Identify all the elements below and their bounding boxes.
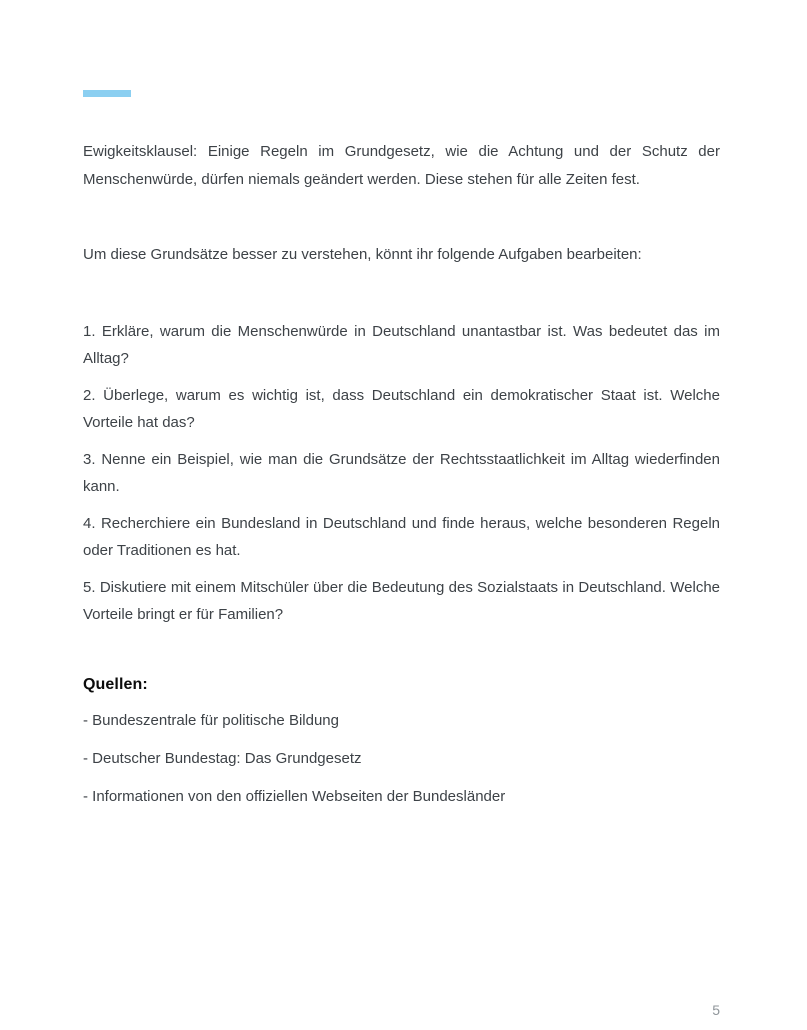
paragraph-ewigkeitsklausel: Ewigkeitsklausel: Einige Regeln im Grundgesetz, wie die Achtung und der Schutz der Menschenwürde, dürfen niemals geändert werden. Diese stehen für alle Zeiten fest.: [83, 143, 720, 188]
source-item-2: - Deutscher Bundestag: Das Grundgesetz: [83, 749, 362, 767]
page-number: 5: [712, 1002, 720, 1018]
task-item-3: 3. Nenne ein Beispiel, wie man die Grundsätze der Rechtsstaatlichkeit im Alltag wiederfinden kann.: [83, 450, 720, 495]
page-content: [83, 138, 720, 810]
task-item-4: 4. Recherchiere ein Bundesland in Deutschland und finde heraus, welche besonderen Regeln oder Traditionen es hat.: [83, 514, 720, 559]
task-item-1: 1. Erkläre, warum die Menschenwürde in Deutschland unantastbar ist. Was bedeutet das im Alltag?: [83, 322, 720, 367]
paragraph-aufgaben-intro: Um diese Grundsätze besser zu verstehen, könnt ihr folgende Aufgaben bearbeiten:: [83, 246, 642, 263]
task-item-2: 2. Überlege, warum es wichtig ist, dass Deutschland ein demokratischer Staat ist. Welche Vorteile hat das?: [83, 386, 720, 431]
accent-bar: [83, 90, 131, 97]
source-item-1: - Bundeszentrale für politische Bildung: [83, 711, 339, 729]
source-item-3: - Informationen von den offiziellen Webseiten der Bundesländer: [83, 787, 506, 805]
sources-heading: Quellen:: [83, 675, 148, 693]
task-item-5: 5. Diskutiere mit einem Mitschüler über die Bedeutung des Sozialstaats in Deutschland. Welche Vorteile bringt er für Familien?: [83, 578, 720, 623]
